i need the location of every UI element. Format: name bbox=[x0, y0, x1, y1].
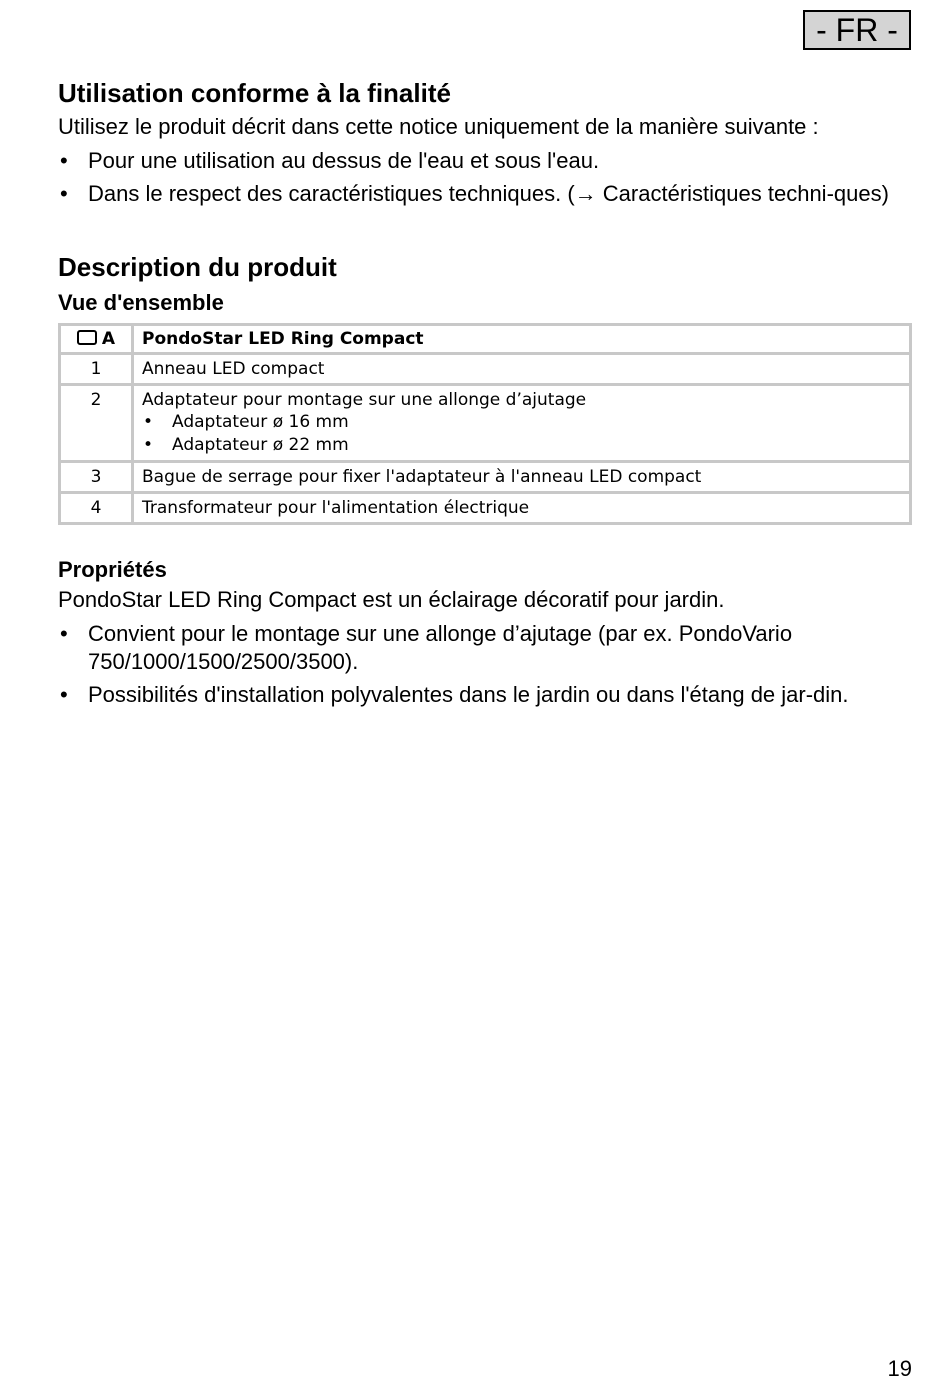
page-content bbox=[58, 74, 912, 709]
bullet-icon: • bbox=[143, 435, 154, 455]
list-item: • Dans le respect des caractéristiques techniques. (→ Caractéristiques techni-ques) bbox=[60, 181, 889, 206]
list-item: • Adaptateur ø 22 mm bbox=[143, 435, 349, 455]
subsection-title-properties: Propriétés bbox=[58, 557, 167, 582]
table-header-title: PondoStar LED Ring Compact bbox=[133, 325, 911, 354]
table-row bbox=[60, 462, 911, 493]
table-row bbox=[60, 493, 911, 524]
bullet-icon: • bbox=[143, 412, 154, 432]
bullet-icon: • bbox=[60, 621, 68, 646]
table-header-row bbox=[60, 325, 911, 354]
table-row bbox=[60, 354, 911, 385]
list-item: • Convient pour le montage sur une allonge d’ajutage (par ex. PondoVario 750/1000/1500/2500/3500). bbox=[60, 621, 793, 674]
section-intended-use bbox=[58, 74, 912, 208]
table-header-ref: A bbox=[60, 325, 133, 354]
table-row bbox=[60, 385, 911, 462]
subsection-title-overview: Vue d'ensemble bbox=[58, 290, 224, 315]
list-item: • Adaptateur ø 16 mm bbox=[143, 412, 349, 432]
bullet-icon: • bbox=[60, 148, 68, 173]
list-item: • Pour une utilisation au dessus de l'eau et sous l'eau. bbox=[60, 148, 600, 173]
intended-use-list bbox=[58, 147, 912, 208]
table-cell-text: Anneau LED compact bbox=[133, 354, 911, 385]
table-cell-number: 2 bbox=[60, 385, 133, 462]
section-properties bbox=[58, 555, 912, 709]
section-title-intended-use: Utilisation conforme à la finalité bbox=[58, 78, 451, 108]
list-item: • Possibilités d'installation polyvalentes dans le jardin ou dans l'étang de jar-din. bbox=[60, 682, 849, 707]
figure-icon bbox=[77, 330, 97, 345]
table-cell-text: Bague de serrage pour fixer l'adaptateur à l'anneau LED compact bbox=[133, 462, 911, 493]
bullet-icon: • bbox=[60, 181, 68, 206]
properties-intro: PondoStar LED Ring Compact est un éclairage décoratif pour jardin. bbox=[58, 587, 725, 612]
language-badge: - FR - bbox=[803, 10, 911, 50]
table-cell-number: 4 bbox=[60, 493, 133, 524]
intended-use-intro: Utilisez le produit décrit dans cette notice uniquement de la manière suivante : bbox=[58, 114, 819, 139]
table-cell-text: Adaptateur pour montage sur une allonge d’ajutage • Adaptateur ø 16 mm • Adaptateur ø 22 mm bbox=[133, 385, 911, 462]
properties-list bbox=[58, 620, 912, 709]
table-cell-text: Transformateur pour l'alimentation électrique bbox=[133, 493, 911, 524]
bullet-icon: • bbox=[60, 682, 68, 707]
page-number: 19 bbox=[887, 1356, 912, 1381]
table-cell-number: 1 bbox=[60, 354, 133, 385]
section-description bbox=[58, 248, 912, 525]
table-cell-number: 3 bbox=[60, 462, 133, 493]
adapter-list bbox=[142, 411, 901, 457]
section-title-description: Description du produit bbox=[58, 252, 337, 282]
overview-table bbox=[58, 323, 912, 525]
